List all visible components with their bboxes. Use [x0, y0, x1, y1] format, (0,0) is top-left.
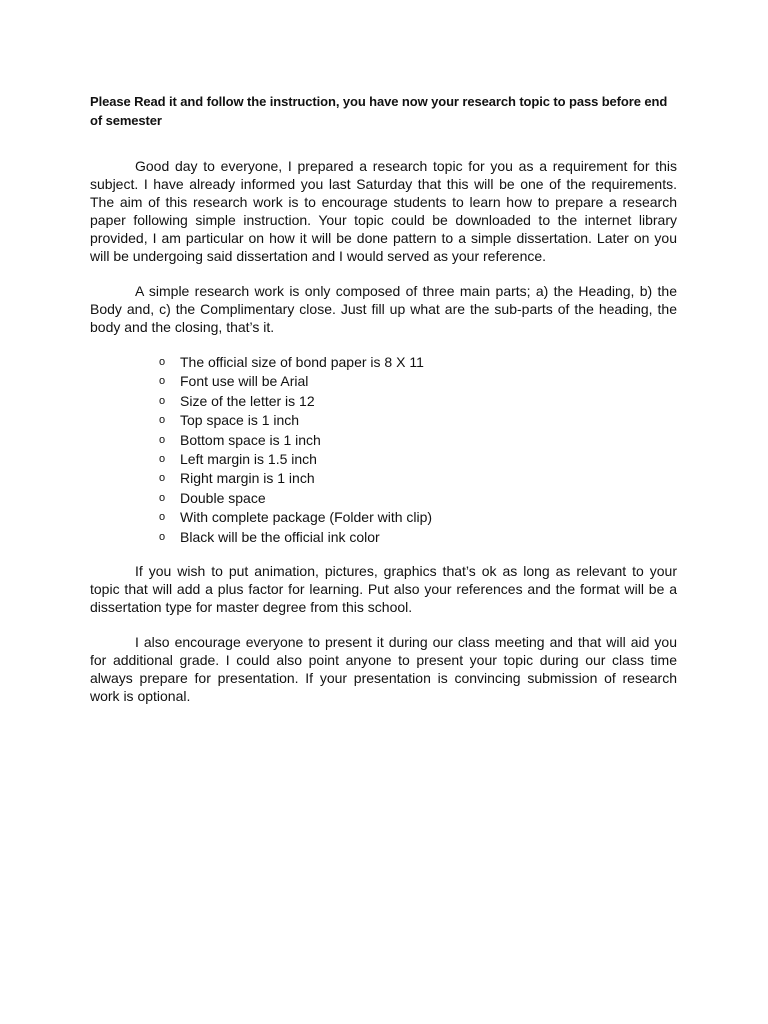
document-page: [90, 92, 677, 722]
list-item-text: With complete package (Folder with clip): [180, 509, 433, 526]
list-item-text: The official size of bond paper is 8 X 11: [180, 354, 424, 370]
list-item: [90, 431, 677, 450]
list-item: [90, 372, 677, 391]
list-item-text: Right margin is 1 inch: [180, 470, 315, 487]
list-item-text: Size of the letter is 12: [180, 392, 315, 409]
list-item-text: Bottom space is 1 inch: [180, 431, 321, 448]
bullet-circle-icon: o: [159, 472, 166, 485]
paragraph-extras: If you wish to put animation, pictures, graphics that’s ok as long as relevant to your topic that will add a plus factor for learning. Put also your references and the format will be a dissertation type for master degree from this school.: [90, 563, 677, 616]
list-item-text: Font use will be Arial: [180, 373, 309, 390]
list-item-text: Left margin is 1.5 inch: [180, 451, 317, 468]
list-item: [90, 508, 677, 527]
bullet-circle-icon: o: [159, 491, 166, 504]
bullet-circle-icon: o: [159, 433, 166, 446]
list-item: [90, 353, 677, 372]
bullet-circle-icon: o: [159, 356, 166, 368]
bullet-circle-icon: o: [159, 414, 166, 427]
bullet-circle-icon: o: [159, 530, 166, 543]
list-item: [90, 450, 677, 469]
list-item-text: Black will be the official ink color: [180, 528, 380, 545]
bullet-circle-icon: o: [159, 375, 166, 388]
paragraph-intro: Good day to everyone, I prepared a research topic for you as a requirement for this subject. I have already informed you last Saturday that this will be one of the requirements. The aim of this research work is to encourage students to learn how to prepare a research paper following simple instruction. Your topic could be downloaded to the internet library provided, I am particular on how it will be done pattern to a simple dissertation. Later on you will be undergoing said dissertation and I would served as your reference.: [90, 158, 677, 264]
list-item: [90, 469, 677, 488]
list-item-text: Top space is 1 inch: [180, 412, 300, 429]
requirements-list: [90, 353, 677, 547]
document-heading: Please Read it and follow the instruction, you have now your research topic to pass before end of semester: [90, 94, 668, 128]
list-item: [90, 392, 677, 411]
bullet-circle-icon: o: [159, 511, 166, 524]
paragraph-parts: A simple research work is only composed of three main parts; a) the Heading, b) the Body and, c) the Complimentary close. Just fill up what are the sub-parts of the heading, the body and the closing, that’s it.: [90, 283, 677, 335]
paragraph-presentation: I also encourage everyone to present it during our class meeting and that will aid you for additional grade. I could also point anyone to present your topic during our class time always prepare for presentation. If your presentation is convincing submission of research work is optional.: [90, 634, 677, 705]
list-item: [90, 411, 677, 430]
list-item: [90, 489, 677, 508]
list-item-text: Double space: [180, 489, 266, 506]
bullet-circle-icon: o: [159, 394, 166, 407]
bullet-circle-icon: o: [159, 453, 166, 466]
list-item: [90, 528, 677, 547]
